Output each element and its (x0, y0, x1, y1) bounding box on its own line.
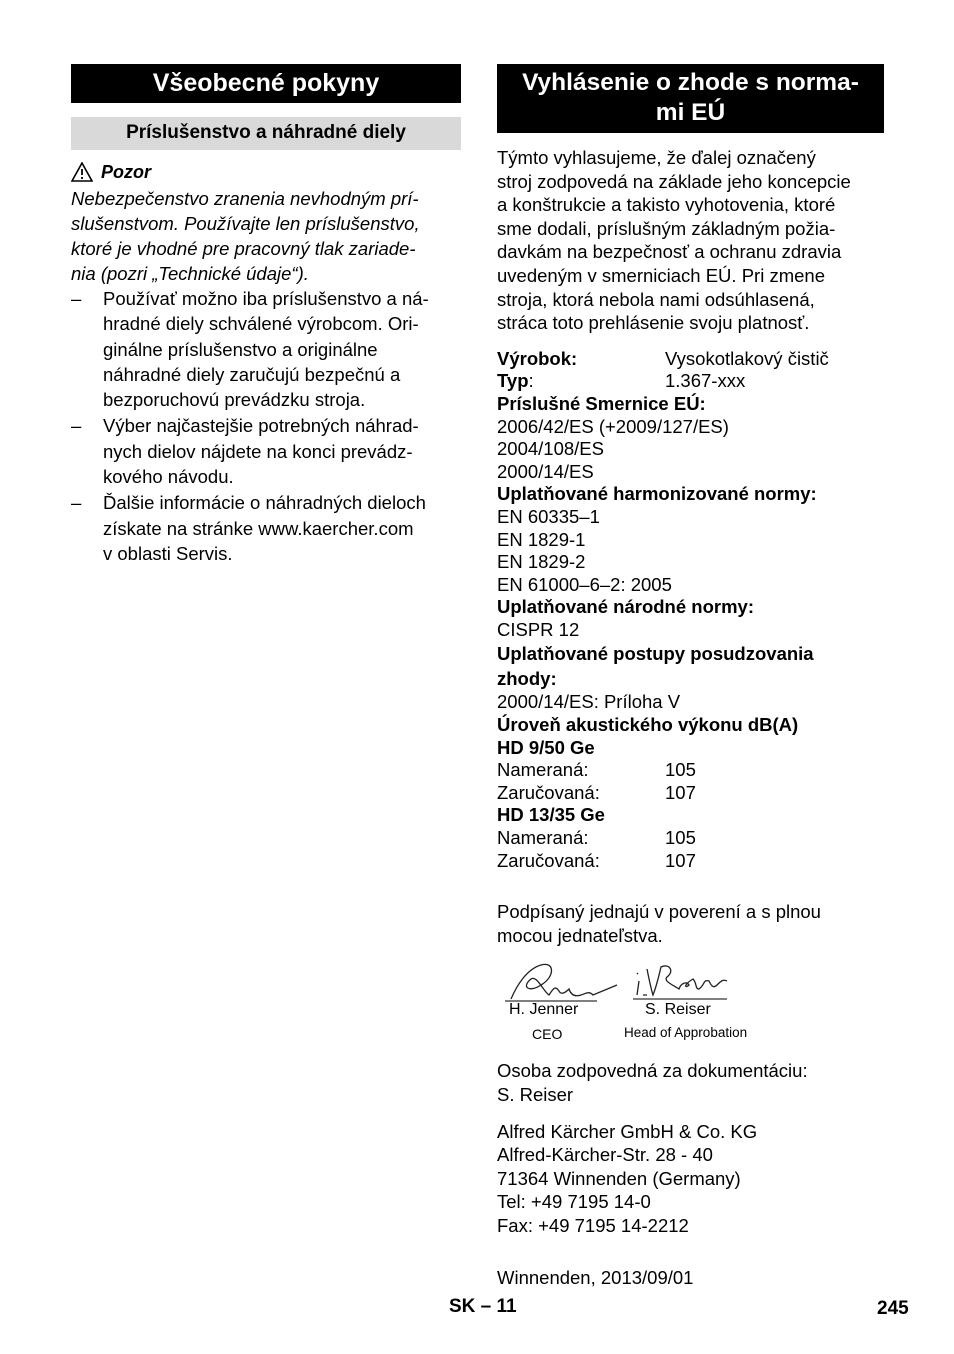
product-row (497, 348, 884, 371)
doc-person: S. Reiser (497, 1084, 574, 1105)
guaranteed-row (497, 850, 884, 873)
directives-label: Príslušné Smernice EÚ: (497, 392, 706, 414)
list-item (71, 413, 461, 489)
signer-reiser-name: S. Reiser (645, 1001, 711, 1019)
address-line: 71364 Winnenden (Germany) (497, 1167, 741, 1189)
section-title-general: Všeobecné pokyny (71, 64, 461, 103)
right-column (497, 64, 884, 1289)
warning-triangle-icon (71, 162, 93, 182)
type-row (497, 370, 884, 393)
harmonized-item: EN 60335–1 (497, 505, 600, 527)
type-colon: : (528, 370, 534, 392)
company-address (497, 1120, 884, 1238)
procedure-item: 2000/14/ES: Príloha V (497, 691, 681, 713)
subsection-title-accessories: Príslušenstvo a náhradné diely (71, 117, 461, 150)
intro-line: davkám na bezpečnosť a ochranu zdravia (497, 241, 842, 263)
footer-language-page: SK – 11 (449, 1296, 517, 1317)
measured-label: Nameraná: (497, 827, 589, 849)
model-name: HD 9/50 Ge (497, 736, 595, 758)
warning-line: nia (pozri „Technické údaje“). (71, 263, 309, 284)
bullet-dash: – (71, 415, 82, 437)
harmonized-item: EN 1829-2 (497, 551, 586, 573)
procedures-label-line: Uplatňované postupy posudzovania (497, 643, 814, 665)
warning-text (71, 186, 461, 286)
signed-statement (497, 900, 884, 947)
measured-value: 105 (665, 759, 696, 781)
signer-reiser-role: Head of Approbation (624, 1025, 748, 1041)
procedures-label (497, 641, 884, 691)
measured-value: 105 (665, 827, 696, 849)
procedures-label-line: zhody: (497, 668, 557, 690)
declaration-intro (497, 146, 884, 335)
bullet-dash: – (71, 492, 82, 514)
page-number: 245 (877, 1298, 909, 1319)
national-item: CISPR 12 (497, 618, 580, 640)
intro-line: stráca toto prehlásenie svoju platnosť. (497, 312, 810, 334)
guaranteed-value: 107 (665, 781, 696, 803)
type-value: 1.367-xxx (665, 370, 746, 392)
warning-label: Pozor (101, 162, 152, 182)
directive-item: 2006/42/ES (+2009/127/ES) (497, 415, 729, 437)
harmonized-item: EN 61000–6–2: 2005 (497, 573, 672, 595)
bullet-dash: – (71, 288, 82, 309)
measured-row (497, 827, 884, 850)
warning-line: slušenstvom. Používajte len príslušenstvo, (71, 213, 420, 234)
left-column (71, 64, 461, 567)
product-label: Výrobok: (497, 347, 578, 369)
intro-line: uvedeným v smerniciach EÚ. Pri zmene (497, 264, 825, 286)
address-line: Fax: +49 7195 14-2212 (497, 1214, 689, 1236)
warning-heading (71, 160, 461, 184)
bullet-line: v oblasti Servis. (103, 542, 233, 564)
bullet-line: získate na stránke www.kaercher.com (103, 517, 414, 539)
directive-item: 2004/108/ES (497, 438, 604, 460)
signature-jenner (511, 965, 617, 1000)
documentation-responsible (497, 1059, 884, 1106)
type-label: Typ (497, 370, 529, 392)
directive-item: 2000/14/ES (497, 460, 594, 482)
sound-level-label: Úroveň akustického výkonu dB(A) (497, 714, 799, 736)
doc-person-label: Osoba zodpovedná za dokumentáciu: (497, 1060, 808, 1082)
product-value: Vysokotlakový čistič (665, 347, 829, 369)
signed-line: mocou jednateľstva. (497, 924, 663, 946)
guaranteed-label: Zaručovaná: (497, 849, 600, 871)
list-item (71, 490, 461, 566)
bullet-line: Používať možno iba príslušenstvo a ná- (103, 288, 429, 309)
address-line: Tel: +49 7195 14-0 (497, 1191, 651, 1213)
intro-line: stroja, ktorá nebola nami odsúhlasená, (497, 288, 815, 310)
bullet-line: kového návodu. (103, 466, 234, 488)
intro-line: Týmto vyhlasujeme, že ďalej označený (497, 147, 816, 168)
intro-line: stroj zodpovedá na základe jeho koncepcie (497, 170, 851, 192)
measured-label: Nameraná: (497, 759, 589, 781)
guaranteed-value: 107 (665, 849, 696, 871)
accessory-notes-list (71, 286, 461, 566)
intro-line: sme dodali, príslušným základným požia- (497, 217, 836, 239)
harmonized-label: Uplatňované harmonizované normy: (497, 483, 817, 505)
declaration-specs (497, 348, 884, 872)
signer-jenner-name: H. Jenner (509, 1001, 579, 1019)
intro-line: a konštrukcie a takisto vyhotovenia, ktoré (497, 194, 836, 216)
bullet-line: Výber najčastejšie potrebných náhrad- (103, 415, 419, 437)
signature-reiser (637, 966, 727, 995)
address-line: Alfred Kärcher GmbH & Co. KG (497, 1120, 758, 1142)
list-item (71, 286, 461, 412)
signed-line: Podpísaný jednajú v poverení a s plnou (497, 901, 821, 923)
bullet-line: bezporuchovú prevádzku stroja. (103, 389, 366, 411)
section-title-declaration (497, 64, 884, 133)
warning-line: Nebezpečenstvo zranenia nevhodným prí- (71, 188, 419, 209)
bullet-line: ginálne príslušenstvo a originálne (103, 338, 378, 360)
national-label: Uplatňované národné normy: (497, 596, 754, 618)
bullet-line: hradné diely schválené výrobcom. Ori- (103, 313, 419, 335)
title-line: mi EÚ (655, 99, 726, 126)
warning-line: ktoré je vhodné pre pracovný tlak zariade- (71, 238, 416, 259)
signatures (497, 955, 884, 1047)
address-line: Alfred-Kärcher-Str. 28 - 40 (497, 1144, 713, 1166)
bullet-line: náhradné diely zaručujú bezpečnú a (103, 363, 401, 385)
signer-jenner-role: CEO (532, 1026, 563, 1043)
title-line: Vyhlásenie o zhode s norma- (522, 69, 859, 96)
model-name: HD 13/35 Ge (497, 804, 605, 826)
guaranteed-row (497, 782, 884, 805)
bullet-line: nych dielov nájdete na konci prevádz- (103, 440, 413, 462)
measured-row (497, 759, 884, 782)
guaranteed-label: Zaručovaná: (497, 781, 600, 803)
bullet-line: Ďalšie informácie o náhradných dieloch (103, 492, 426, 514)
harmonized-item: EN 1829-1 (497, 528, 586, 550)
place-date: Winnenden, 2013/09/01 (497, 1266, 694, 1288)
